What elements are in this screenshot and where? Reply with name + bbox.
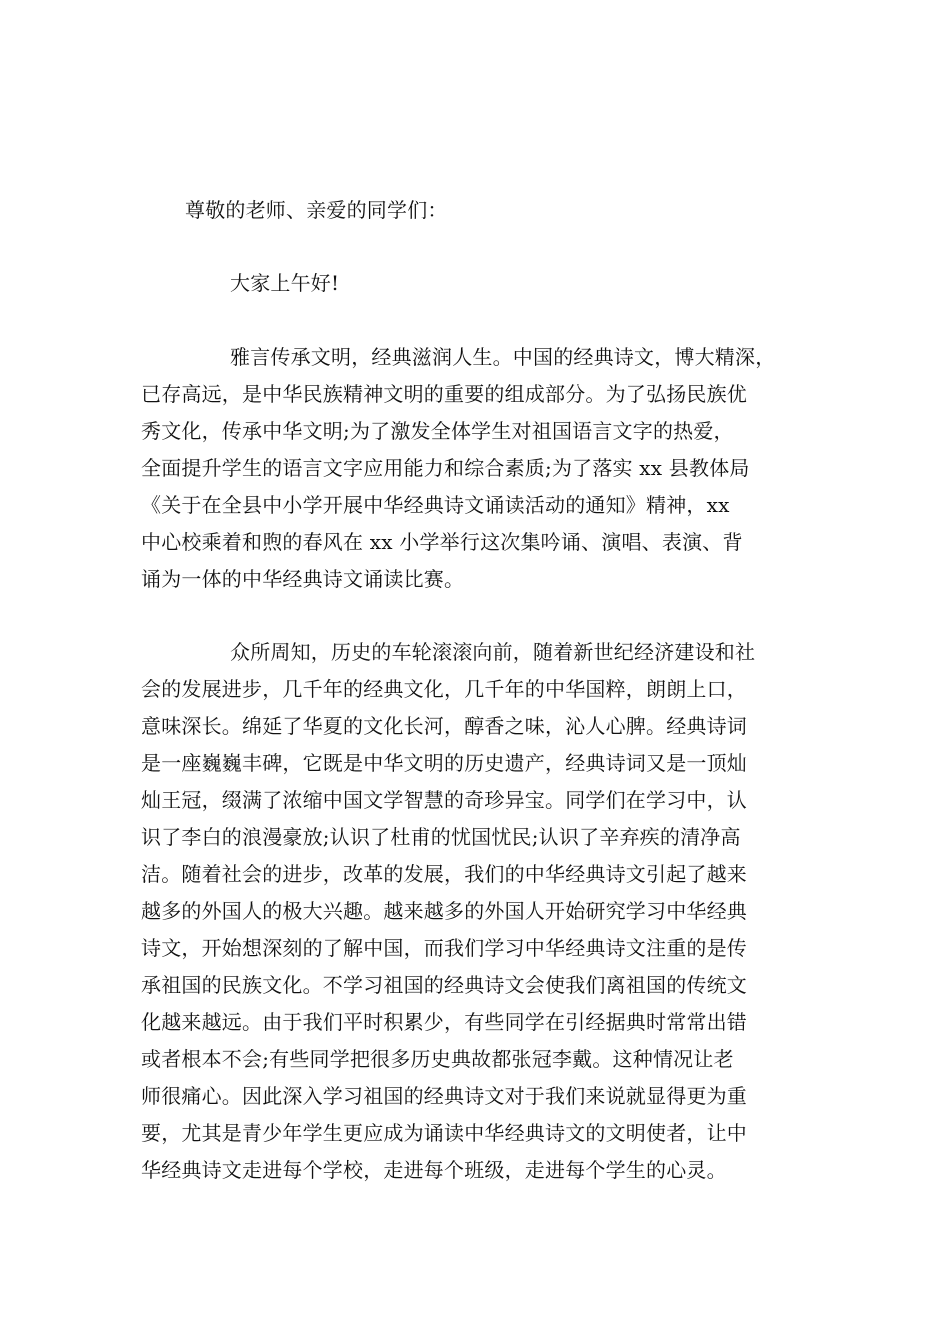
paragraph-line: 洁。随着社会的进步，改革的发展，我们的中华经典诗文引起了越来 bbox=[141, 862, 747, 886]
paragraph-line: 秀文化，传承中华文明;为了激发全体学生对祖国语言文字的热爱， bbox=[141, 419, 734, 443]
paragraph-line: 师很痛心。因此深入学习祖国的经典诗文对于我们来说就显得更为重 bbox=[141, 1084, 747, 1108]
paragraph-line: 全面提升学生的语言文字应用能力和综合素质;为了落实 xx 县教体局 bbox=[141, 456, 750, 480]
paragraph-line: 会的发展进步，几千年的经典文化，几千年的中华国粹，朗朗上口， bbox=[141, 677, 747, 701]
paragraph-line: 灿王冠，缀满了浓缩中国文学智慧的奇珍异宝。同学们在学习中，认 bbox=[141, 788, 747, 812]
paragraph-line: 或者根本不会;有些同学把很多历史典故都张冠李戴。这种情况让老 bbox=[141, 1047, 734, 1071]
paragraph-line: 识了李白的浪漫豪放;认识了杜甫的忧国忧民;认识了辛弃疾的清净高 bbox=[141, 825, 741, 849]
greeting: 大家上午好! bbox=[230, 271, 340, 295]
paragraph-line: 意味深长。绵延了华夏的文化长河，醇香之味，沁人心脾。经典诗词 bbox=[141, 714, 747, 738]
salutation: 尊敬的老师、亲爱的同学们： bbox=[185, 198, 448, 222]
paragraph-line: 要，尤其是青少年学生更应成为诵读中华经典诗文的文明使者，让中 bbox=[141, 1121, 747, 1145]
paragraph-line: 承祖国的民族文化。不学习祖国的经典诗文会使我们离祖国的传统文 bbox=[141, 973, 747, 997]
paragraph-line: 是一座巍巍丰碑，它既是中华文明的历史遗产，经典诗词又是一顶灿 bbox=[141, 751, 747, 775]
paragraph-line: 华经典诗文走进每个学校，走进每个班级，走进每个学生的心灵。 bbox=[141, 1158, 727, 1182]
paragraph-line: 众所周知，历史的车轮滚滚向前，随着新世纪经济建设和社 bbox=[230, 640, 756, 664]
paragraph-line: 已存高远，是中华民族精神文明的重要的组成部分。为了弘扬民族优 bbox=[141, 382, 747, 406]
paragraph-line: 化越来越远。由于我们平时积累少，有些同学在引经据典时常常出错 bbox=[141, 1010, 747, 1034]
paragraph-line: 中心校乘着和煦的春风在 xx 小学举行这次集吟诵、演唱、表演、背 bbox=[141, 530, 743, 554]
paragraph-line: 诵为一体的中华经典诗文诵读比赛。 bbox=[141, 567, 465, 591]
paragraph-line: 诗文，开始想深刻的了解中国，而我们学习中华经典诗文注重的是传 bbox=[141, 936, 747, 960]
paragraph-line: 雅言传承文明，经典滋润人生。中国的经典诗文，博大精深， bbox=[230, 345, 776, 369]
paragraph-line: 越多的外国人的极大兴趣。越来越多的外国人开始研究学习中华经典 bbox=[141, 899, 747, 923]
paragraph-line: 《关于在全县中小学开展中华经典诗文诵读活动的通知》精神，xx bbox=[141, 493, 730, 517]
